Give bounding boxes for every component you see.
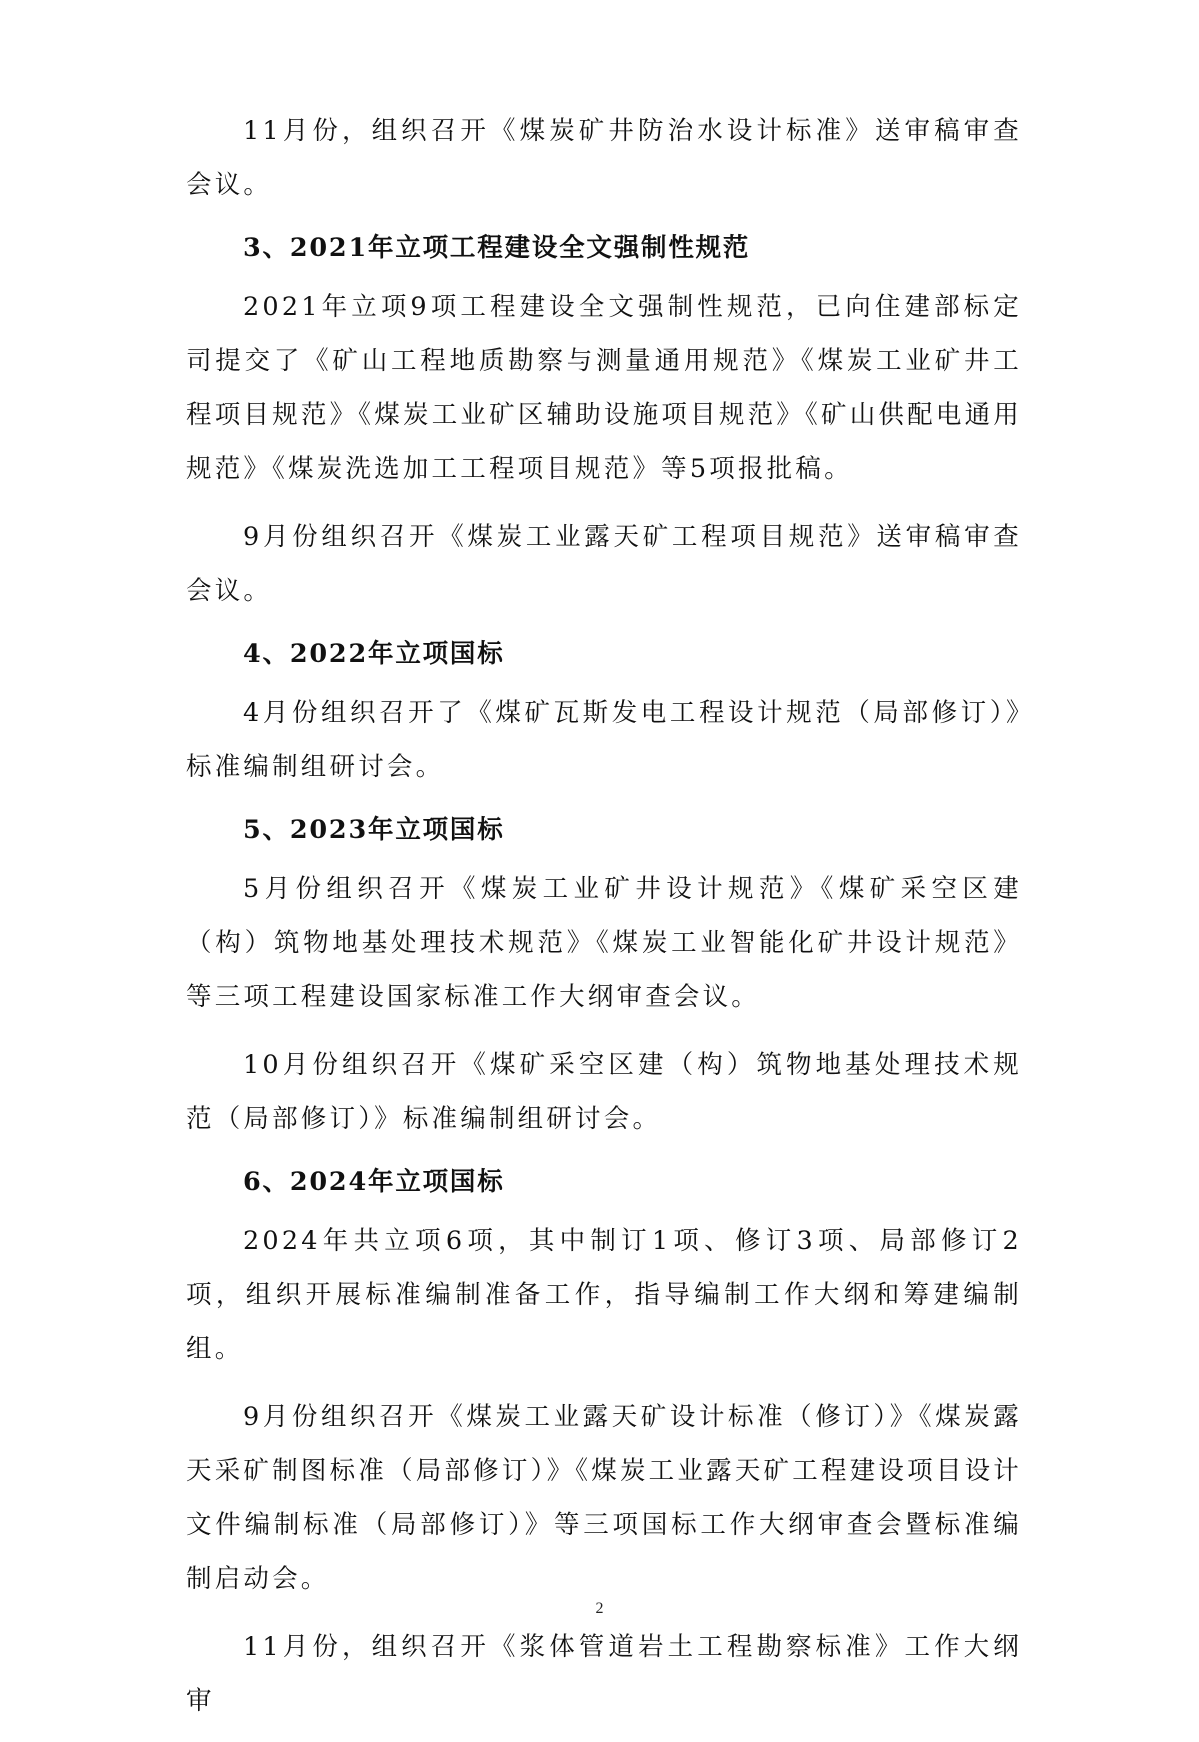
paragraph-goaf-foundation-seminar: 10月份组织召开《煤矿采空区建（构）筑物地基处理技术规范（局部修订）》标准编制组研讨会。 [186,1050,1022,1134]
paragraph-gas-power-seminar: 4月份组织召开了《煤矿瓦斯发电工程设计规范（局部修订）》标准编制组研讨会。 [186,698,1022,782]
paragraph-2023-outline-review: 5月份组织召开《煤炭工业矿井设计规范》《煤矿采空区建（构）筑物地基处理技术规范》《煤炭工业智能化矿井设计规范》等三项工程建设国家标准工作大纲审查会议。 [186,874,1022,1012]
document-body [186,104,1022,1742]
paragraph-open-pit-project-spec-meeting: 9月份组织召开《煤炭工业露天矿工程项目规范》送审稿审查会议。 [186,522,1022,606]
page-number: 2 [595,1600,604,1617]
section-heading-3: 3、2021年立项工程建设全文强制性规范 [243,233,751,263]
paragraph-open-pit-standards-kickoff: 9月份组织召开《煤炭工业露天矿设计标准（修订）》《煤炭露天采矿制图标准（局部修订）》《煤炭工业露天矿工程建设项目设计文件编制标准（局部修订）》等三项国标工作大纲审查会暨标准编制启动会。 [186,1402,1022,1594]
section-heading-4: 4、2022年立项国标 [243,639,505,669]
paragraph-2021-mandatory-specs: 2021年立项9项工程建设全文强制性规范，已向住建部标定司提交了《矿山工程地质勘察与测量通用规范》《煤炭工业矿井工程项目规范》《煤炭工业矿区辅助设施项目规范》《矿山供配电通用规范》《煤炭洗选加工工程项目规范》等5项报批稿。 [186,292,1022,484]
paragraph-slurry-pipeline-review: 11月份，组织召开《浆体管道岩土工程勘察标准》工作大纲审 [186,1632,1022,1716]
section-heading-5: 5、2023年立项国标 [243,815,505,845]
paragraph-coal-mine-water-standard-meeting: 11月份，组织召开《煤炭矿井防治水设计标准》送审稿审查会议。 [186,116,1022,200]
section-heading-6: 6、2024年立项国标 [243,1167,505,1197]
paragraph-2024-projects: 2024年共立项6项，其中制订1项、修订3项、局部修订2项，组织开展标准编制准备工作，指导编制工作大纲和筹建编制组。 [186,1226,1022,1364]
